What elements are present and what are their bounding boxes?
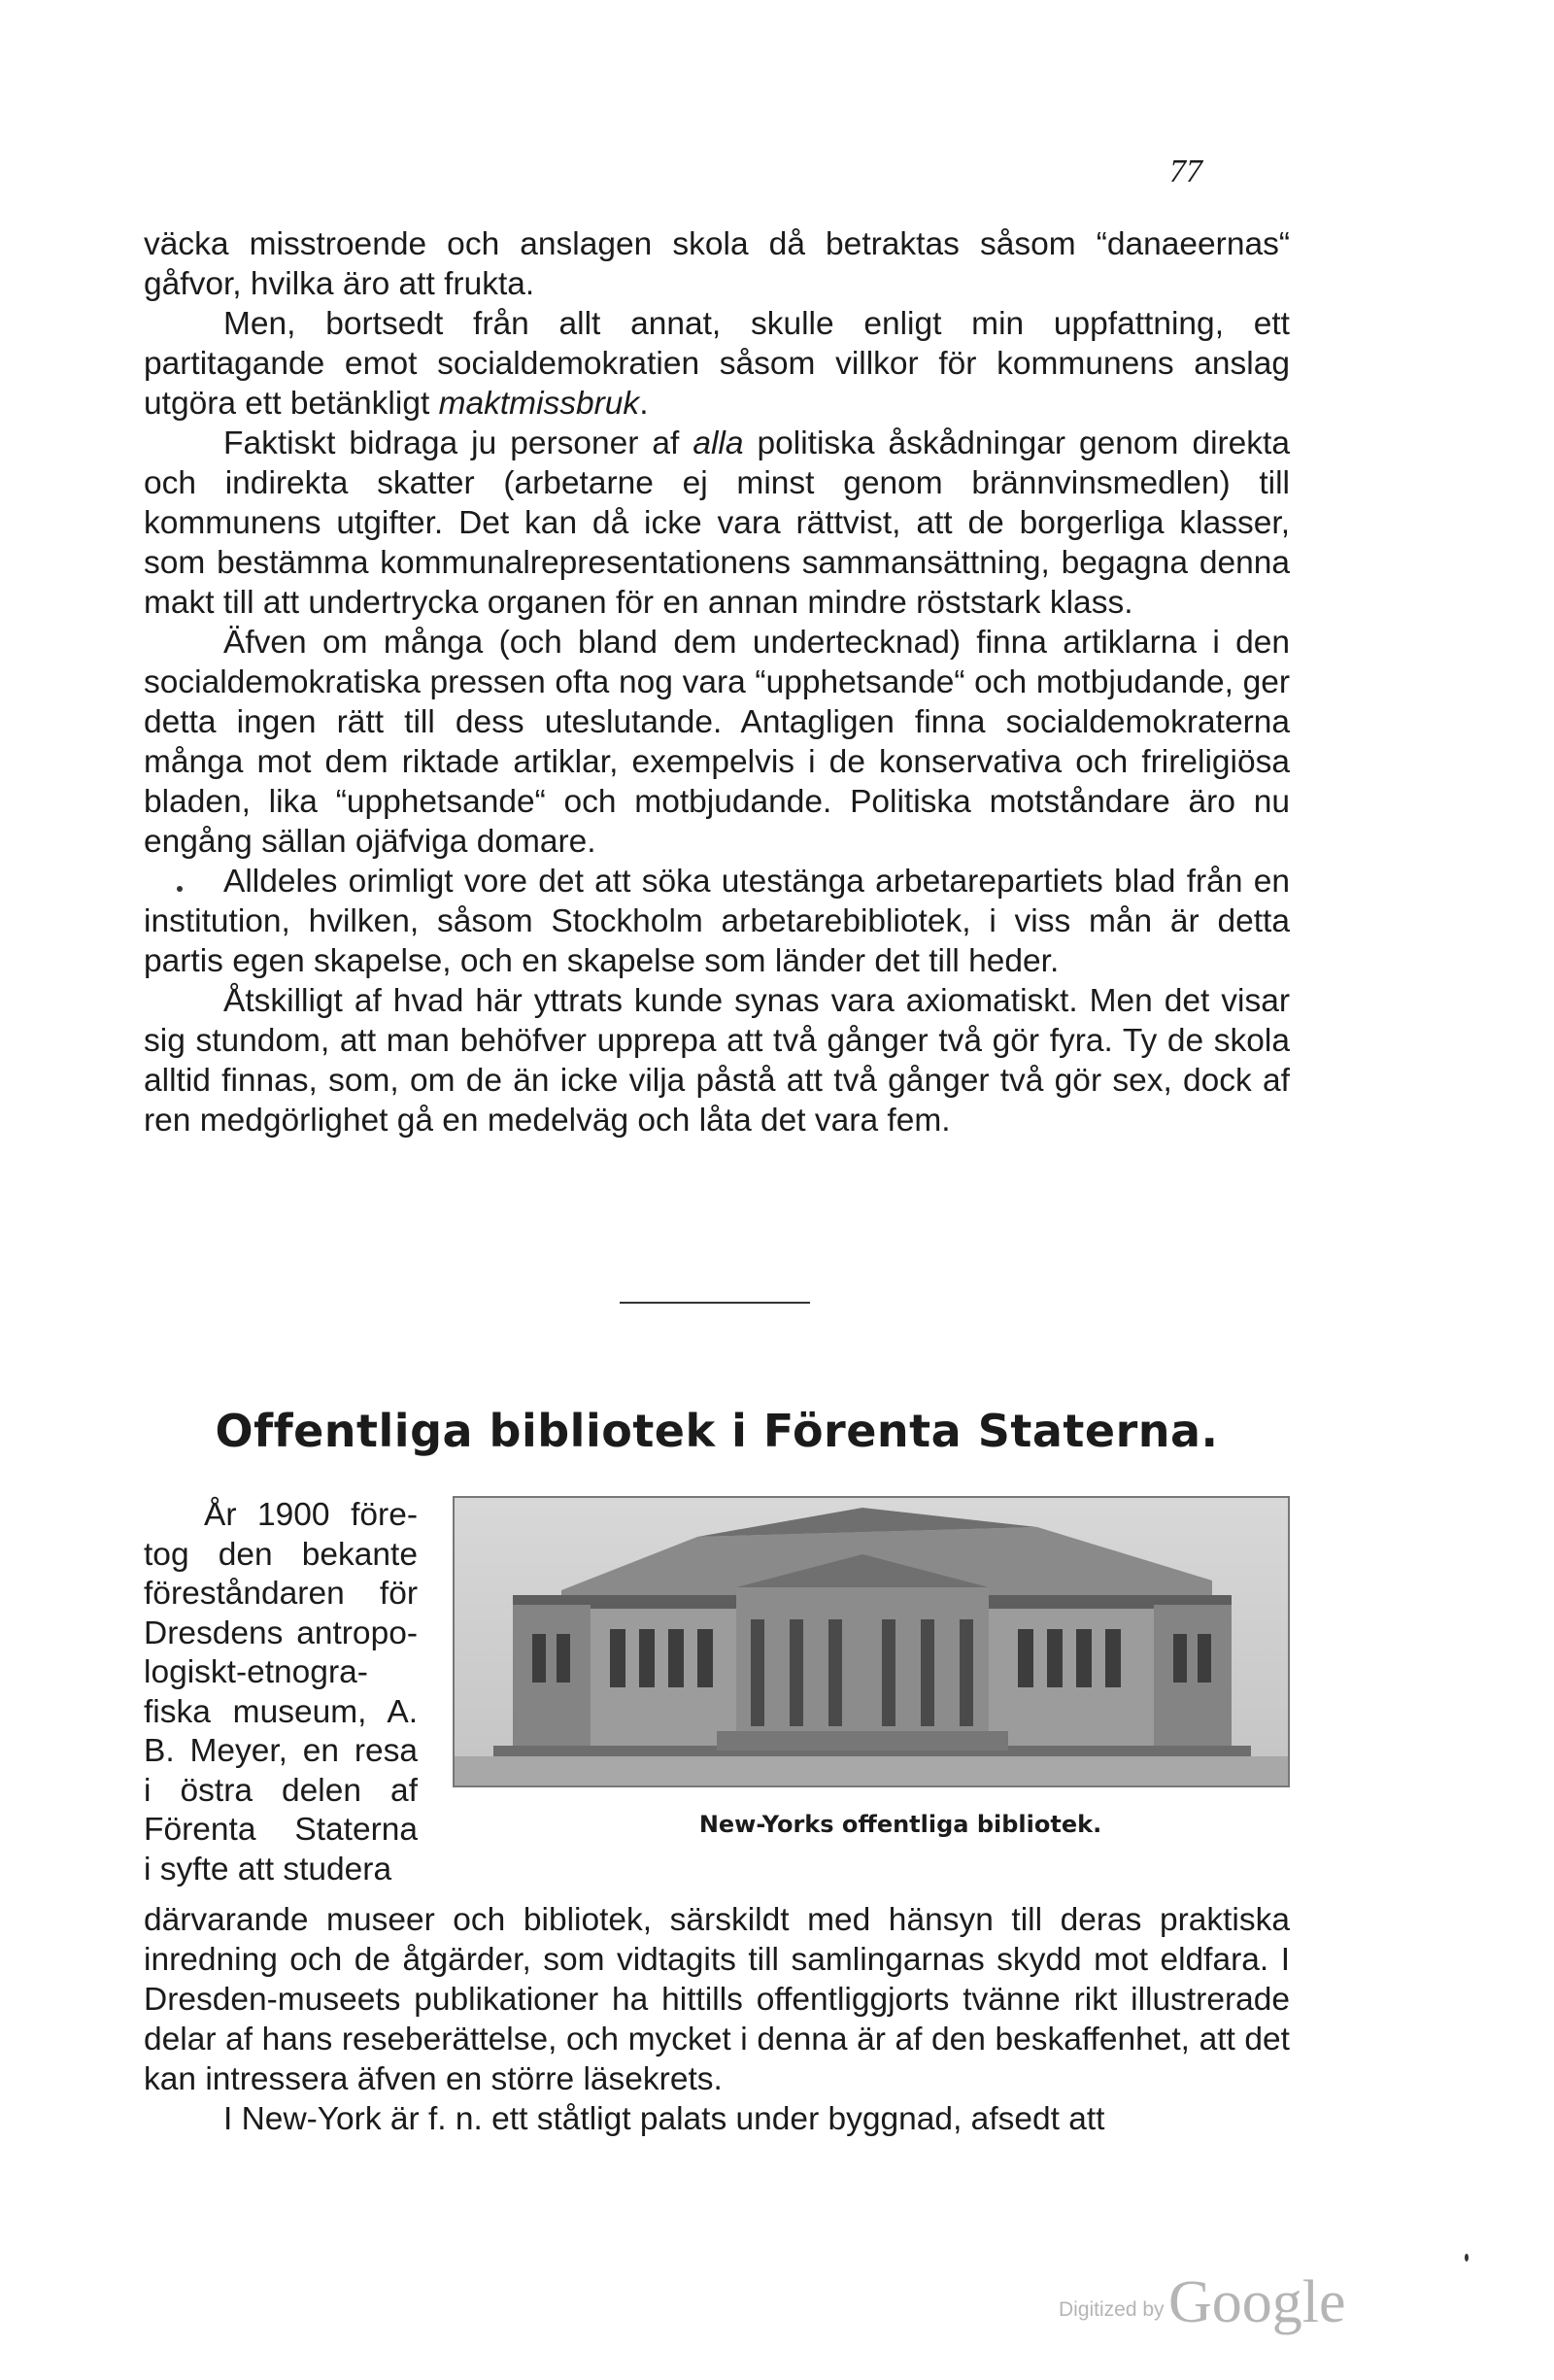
print-speck xyxy=(1465,2254,1469,2261)
paragraph: därvarande museer och bibliotek, särskildt med hänsyn till deras praktiska inredning och de åtgärder, som vidtagits till samlingarnas skydd mot eldfara. I Dresden-museets publikationer ha hittills offentliggjorts tvänne rikt illustrerade delar af hans reseberättelse, och mycket i denna är af den beskaffenhet, att det kan intressera äfven en större läsekrets. xyxy=(144,1902,1290,2097)
print-speck xyxy=(177,886,183,892)
page-number: 77 xyxy=(1169,153,1202,189)
article-continuation xyxy=(144,224,1290,1140)
side-line: tog den bekante xyxy=(144,1536,418,1573)
emphasis-text: maktmissbruk xyxy=(438,386,640,422)
section-heading: Offentliga bibliotek i Förenta Staterna. xyxy=(215,1405,1219,1457)
side-line: År 1900 före- xyxy=(204,1497,418,1533)
paragraph: väcka misstroende och anslagen skola då betraktas såsom “danaeernas“ gåfvor, hvilka äro att frukta. xyxy=(144,226,1290,302)
paragraph xyxy=(144,424,1290,623)
paragraph: I New-York är f. n. ett ståtligt palats under byggnad, afsedt att xyxy=(223,2101,1105,2137)
library-building-illustration xyxy=(455,1498,1288,1785)
paragraph-text: politiska åskådningar genom direkta och indirekta skatter (arbetarne ej minst genom brännvinsmedlen) till kommunens utgifter. Det kan då icke vara rättvist, att de borgerliga klasser, som bestämma kommunalrepresentationens sammansättning, begagna denna makt till att undertrycka organen för en annan mindre röststark klass. xyxy=(144,425,1290,621)
library-building-image xyxy=(453,1496,1290,1787)
digitization-watermark xyxy=(1059,2268,1346,2337)
paragraph-text: Men, bortsedt från allt annat, skulle enligt min uppfattning, ett partitagande emot socialdemokratien såsom villkor för kommunens anslag utgöra ett betänkligt xyxy=(144,306,1290,422)
side-line: föreståndaren för xyxy=(144,1576,418,1612)
paragraph xyxy=(144,304,1290,424)
section-divider xyxy=(620,1302,810,1304)
side-line: B. Meyer, en resa xyxy=(144,1733,418,1769)
paragraph: Äfven om många (och bland dem undertecknad) finna artiklarna i den socialdemokratiska pressen ofta nog vara “upphetsande“ och motbjudande, ger detta ingen rätt till dess uteslutande. Antagligen finna socialdemokraterna många mot dem riktade artiklar, exempelvis i de konservativa och frireligiösa bladen, lika “upphetsande“ och motbjudande. Politiska motståndare äro nu engång sällan ojäfviga domare. xyxy=(144,625,1290,860)
figure-caption: New-Yorks offentliga bibliotek. xyxy=(698,1811,1102,1838)
emphasis-text: alla xyxy=(693,425,744,461)
side-column-text xyxy=(144,1496,418,1889)
side-line: Dresdens antropo- xyxy=(144,1615,418,1651)
side-line: Förenta Staterna xyxy=(144,1812,418,1848)
watermark-prefix: Digitized by xyxy=(1059,2298,1165,2321)
paragraph: Åtskilligt af hvad här yttrats kunde synas vara axiomatiskt. Men det visar sig stundom, att man behöfver upprepa att två gånger två gör fyra. Ty de skola alltid finnas, som, om de än icke vilja påstå att två gånger två gör sex, dock af ren medgörlighet gå en medelväg och låta det vara fem. xyxy=(144,983,1290,1139)
section-body xyxy=(144,1900,1290,2139)
watermark-brand: Google xyxy=(1168,2269,1346,2335)
library-figure xyxy=(453,1496,1290,1838)
side-line: logiskt-etnogra- xyxy=(144,1654,368,1690)
side-line: i syfte att studera xyxy=(144,1851,392,1887)
paragraph-text: Faktiskt bidraga ju personer af xyxy=(223,425,693,461)
side-line: fiska museum, A. xyxy=(144,1693,418,1730)
paragraph-text: . xyxy=(639,386,649,422)
paragraph: Alldeles orimligt vore det att söka utestänga arbetarepartiets blad från en institution, hvilken, såsom Stockholm arbetarebibliotek, i viss mån är detta partis egen skapelse, och en skapelse som länder det till heder. xyxy=(144,864,1290,979)
side-line: i östra delen af xyxy=(144,1772,418,1809)
